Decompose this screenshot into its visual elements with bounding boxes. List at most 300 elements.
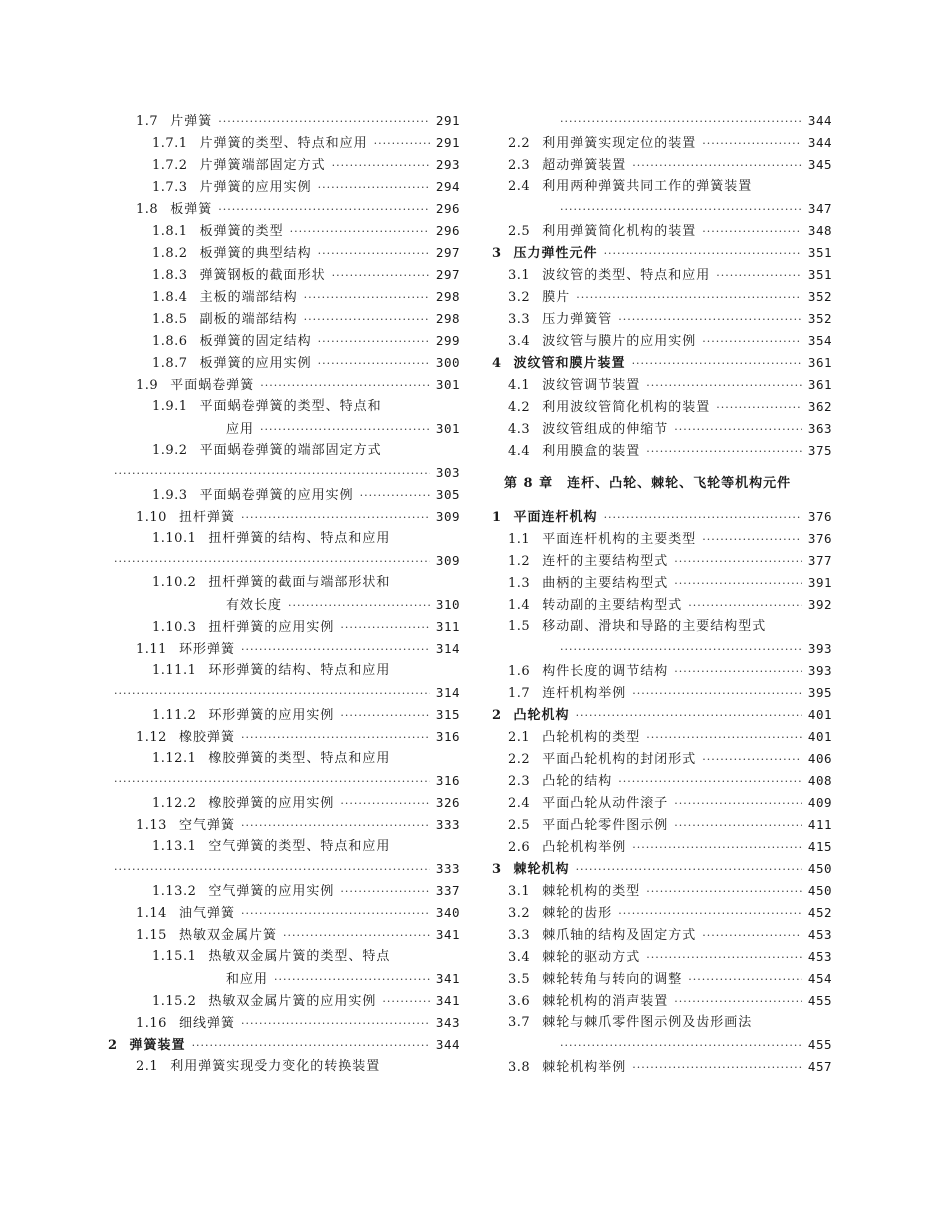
toc-entry[interactable] bbox=[492, 682, 832, 704]
section-title: 主板的端部结构 bbox=[199, 290, 298, 305]
leader-dots bbox=[114, 551, 430, 573]
section-number: 1.8.6 bbox=[152, 334, 188, 349]
page-number: 341 bbox=[435, 927, 460, 942]
section-title: 板弹簧的典型结构 bbox=[199, 246, 312, 261]
toc-entry[interactable] bbox=[108, 418, 460, 440]
section-title: 橡胶弹簧的应用实例 bbox=[208, 796, 335, 811]
toc-entry[interactable] bbox=[492, 352, 832, 374]
section-title: 平面凸轮零件图示例 bbox=[542, 818, 669, 833]
leader-dots bbox=[114, 463, 430, 485]
toc-entry[interactable] bbox=[108, 770, 460, 792]
toc-entry[interactable] bbox=[492, 1012, 832, 1034]
leader-dots bbox=[632, 837, 802, 859]
toc-entry[interactable] bbox=[492, 572, 832, 594]
section-number: 1.8.7 bbox=[152, 356, 188, 371]
toc-entry[interactable] bbox=[108, 836, 460, 858]
leader-dots bbox=[360, 485, 430, 507]
page-number: 348 bbox=[807, 223, 832, 238]
page-number: 341 bbox=[435, 993, 460, 1008]
page-number: 300 bbox=[435, 355, 460, 370]
toc-entry[interactable] bbox=[108, 990, 460, 1012]
toc-entry[interactable] bbox=[108, 154, 460, 176]
section-title: 板弹簧 bbox=[170, 202, 213, 217]
toc-entry[interactable] bbox=[492, 1056, 832, 1078]
toc-entry[interactable] bbox=[492, 440, 832, 462]
section-number: 1.12.2 bbox=[152, 796, 197, 811]
section-title: 利用弹簧实现定位的装置 bbox=[542, 136, 697, 151]
toc-entry[interactable] bbox=[108, 968, 460, 990]
toc-entry[interactable] bbox=[492, 792, 832, 814]
section-title: 扭杆弹簧 bbox=[178, 510, 235, 525]
section-title: 压力弹性元件 bbox=[513, 246, 598, 261]
toc-entry[interactable] bbox=[108, 748, 460, 770]
page-number: 305 bbox=[435, 487, 460, 502]
section-title: 板弹簧的类型 bbox=[199, 224, 284, 239]
section-number: 3 bbox=[492, 862, 502, 877]
section-number: 1.11.2 bbox=[152, 708, 197, 723]
section-title: 橡胶弹簧的类型、特点和应用 bbox=[208, 751, 391, 766]
toc-entry[interactable] bbox=[492, 286, 832, 308]
toc-entry[interactable] bbox=[108, 198, 460, 220]
leader-dots bbox=[241, 815, 430, 837]
toc-entry[interactable] bbox=[108, 858, 460, 880]
toc-right-column bbox=[492, 110, 832, 1078]
leader-dots bbox=[674, 793, 802, 815]
section-number: 3.6 bbox=[508, 994, 531, 1009]
leader-dots bbox=[192, 1035, 430, 1057]
section-number: 1.7 bbox=[508, 686, 531, 701]
leader-dots bbox=[560, 1035, 802, 1057]
toc-left-column bbox=[108, 110, 460, 1078]
section-title: 波纹管的类型、特点和应用 bbox=[542, 268, 711, 283]
toc-entry[interactable] bbox=[492, 858, 832, 880]
leader-dots bbox=[702, 749, 802, 771]
section-title: 棘轮与棘爪零件图示例及齿形画法 bbox=[542, 1015, 753, 1030]
toc-entry[interactable] bbox=[492, 506, 832, 528]
leader-dots bbox=[716, 265, 802, 287]
page-number: 343 bbox=[435, 1015, 460, 1030]
toc-entry[interactable] bbox=[492, 110, 832, 132]
section-title: 平面蜗卷弹簧 bbox=[170, 378, 255, 393]
leader-dots bbox=[560, 199, 802, 221]
section-number: 3.7 bbox=[508, 1015, 531, 1030]
toc-entry[interactable] bbox=[108, 726, 460, 748]
leader-dots bbox=[632, 1057, 802, 1079]
section-title: 压力弹簧管 bbox=[542, 312, 613, 327]
section-title: 应用 bbox=[226, 422, 255, 437]
section-number: 1.5 bbox=[508, 619, 531, 634]
section-title: 棘轮的驱动方式 bbox=[542, 950, 641, 965]
leader-dots bbox=[632, 155, 802, 177]
page-number: 298 bbox=[435, 311, 460, 326]
toc-entry[interactable] bbox=[492, 550, 832, 572]
section-number: 1.7.3 bbox=[152, 180, 188, 195]
toc-entry[interactable] bbox=[108, 440, 460, 462]
toc-entry[interactable] bbox=[108, 924, 460, 946]
toc-entry[interactable] bbox=[108, 1056, 460, 1078]
section-number: 1.7.2 bbox=[152, 158, 188, 173]
section-title: 超动弹簧装置 bbox=[542, 158, 627, 173]
leader-dots bbox=[576, 287, 802, 309]
toc-entry[interactable] bbox=[492, 704, 832, 726]
page-number: 309 bbox=[435, 509, 460, 524]
toc-entry[interactable] bbox=[492, 726, 832, 748]
page-number: 315 bbox=[435, 707, 460, 722]
toc-entry[interactable] bbox=[492, 660, 832, 682]
toc-entry[interactable] bbox=[108, 946, 460, 968]
section-title: 细线弹簧 bbox=[178, 1016, 235, 1031]
page-number: 376 bbox=[807, 509, 832, 524]
section-number: 1.15 bbox=[136, 928, 167, 943]
page-number: 455 bbox=[807, 993, 832, 1008]
leader-dots bbox=[604, 243, 802, 265]
page-number: 393 bbox=[807, 663, 832, 678]
page-number: 408 bbox=[807, 773, 832, 788]
section-number: 3.5 bbox=[508, 972, 531, 987]
section-number: 1.9.2 bbox=[152, 443, 188, 458]
toc-entry[interactable] bbox=[108, 352, 460, 374]
toc-entry[interactable] bbox=[108, 594, 460, 616]
section-title: 空气弹簧 bbox=[178, 818, 235, 833]
section-title: 棘爪轴的结构及固定方式 bbox=[542, 928, 697, 943]
section-number: 2.4 bbox=[508, 179, 531, 194]
toc-entry[interactable] bbox=[108, 176, 460, 198]
section-title: 环形弹簧的结构、特点和应用 bbox=[208, 663, 391, 678]
toc-entry[interactable] bbox=[492, 242, 832, 264]
section-title: 棘轮机构的类型 bbox=[542, 884, 641, 899]
toc-entry[interactable] bbox=[492, 154, 832, 176]
toc-entry[interactable] bbox=[108, 374, 460, 396]
leader-dots bbox=[260, 419, 430, 441]
section-number: 3.4 bbox=[508, 950, 531, 965]
section-title: 凸轮的结构 bbox=[542, 774, 613, 789]
toc-entry[interactable] bbox=[108, 330, 460, 352]
page-number: 333 bbox=[435, 817, 460, 832]
page-number: 453 bbox=[807, 949, 832, 964]
page-number: 311 bbox=[435, 619, 460, 634]
section-title: 扭杆弹簧的应用实例 bbox=[208, 620, 335, 635]
section-number: 1.7 bbox=[136, 114, 159, 129]
section-number: 1.9.1 bbox=[152, 399, 188, 414]
section-number: 2.5 bbox=[508, 818, 531, 833]
section-number: 1.13 bbox=[136, 818, 167, 833]
toc-entry[interactable] bbox=[108, 660, 460, 682]
page-number: 340 bbox=[435, 905, 460, 920]
leader-dots bbox=[702, 529, 802, 551]
toc-entry[interactable] bbox=[108, 132, 460, 154]
toc-entry[interactable] bbox=[492, 1034, 832, 1056]
page-number: 391 bbox=[807, 575, 832, 590]
toc-entry[interactable] bbox=[492, 638, 832, 660]
section-number: 3.4 bbox=[508, 334, 531, 349]
section-number: 3.2 bbox=[508, 906, 531, 921]
page-number: 452 bbox=[807, 905, 832, 920]
page-number: 344 bbox=[435, 1037, 460, 1052]
section-title: 棘轮机构的消声装置 bbox=[542, 994, 669, 1009]
leader-dots bbox=[604, 507, 802, 529]
leader-dots bbox=[318, 243, 430, 265]
section-number: 1.4 bbox=[508, 598, 531, 613]
section-number: 3 bbox=[492, 246, 502, 261]
section-title: 弹簧钢板的截面形状 bbox=[199, 268, 326, 283]
toc-entry[interactable] bbox=[492, 770, 832, 792]
section-number: 1 bbox=[492, 510, 502, 525]
section-title: 凸轮机构的类型 bbox=[542, 730, 641, 745]
page-number: 296 bbox=[435, 201, 460, 216]
leader-dots bbox=[576, 859, 802, 881]
section-number: 2 bbox=[108, 1038, 118, 1053]
section-number: 1.11.1 bbox=[152, 663, 197, 678]
page-number: 401 bbox=[807, 729, 832, 744]
toc-entry[interactable] bbox=[492, 616, 832, 638]
section-title: 连杆的主要结构型式 bbox=[542, 554, 669, 569]
leader-dots bbox=[716, 397, 802, 419]
toc-entry[interactable] bbox=[108, 506, 460, 528]
section-number: 1.7.1 bbox=[152, 136, 188, 151]
toc-entry[interactable] bbox=[108, 220, 460, 242]
leader-dots bbox=[674, 551, 802, 573]
section-number: 1.10.1 bbox=[152, 531, 197, 546]
section-number: 2.2 bbox=[508, 752, 531, 767]
page-number: 453 bbox=[807, 927, 832, 942]
section-title: 凸轮机构举例 bbox=[542, 840, 627, 855]
page-number: 344 bbox=[807, 113, 832, 128]
page-number: 406 bbox=[807, 751, 832, 766]
section-title: 棘轮机构 bbox=[513, 862, 570, 877]
section-title: 膜片 bbox=[542, 290, 571, 305]
page-number: 352 bbox=[807, 289, 832, 304]
leader-dots bbox=[674, 991, 802, 1013]
section-number: 3.3 bbox=[508, 312, 531, 327]
section-title: 利用两种弹簧共同工作的弹簧装置 bbox=[542, 179, 753, 194]
leader-dots bbox=[688, 595, 802, 617]
toc-entry[interactable] bbox=[108, 616, 460, 638]
section-title: 片弹簧的应用实例 bbox=[199, 180, 312, 195]
section-number: 2.4 bbox=[508, 796, 531, 811]
page-number: 454 bbox=[807, 971, 832, 986]
leader-dots bbox=[332, 265, 430, 287]
toc-entry[interactable] bbox=[108, 550, 460, 572]
toc-entry[interactable] bbox=[108, 396, 460, 418]
page-number: 362 bbox=[807, 399, 832, 414]
leader-dots bbox=[674, 573, 802, 595]
leader-dots bbox=[702, 925, 802, 947]
section-title: 利用膜盒的装置 bbox=[542, 444, 641, 459]
section-title: 曲柄的主要结构型式 bbox=[542, 576, 669, 591]
section-title: 构件长度的调节结构 bbox=[542, 664, 669, 679]
section-title: 棘轮的齿形 bbox=[542, 906, 613, 921]
toc-entry[interactable] bbox=[492, 814, 832, 836]
toc-entry[interactable] bbox=[492, 308, 832, 330]
toc-entry[interactable] bbox=[492, 924, 832, 946]
leader-dots bbox=[304, 287, 430, 309]
page-number: 341 bbox=[435, 971, 460, 986]
section-number: 2 bbox=[492, 708, 502, 723]
toc-entry[interactable] bbox=[492, 880, 832, 902]
page-number: 347 bbox=[807, 201, 832, 216]
section-number: 4.4 bbox=[508, 444, 531, 459]
leader-dots bbox=[646, 727, 802, 749]
toc-entry[interactable] bbox=[492, 220, 832, 242]
section-number: 4 bbox=[492, 356, 502, 371]
page-number: 310 bbox=[435, 597, 460, 612]
section-number: 1.10.2 bbox=[152, 575, 197, 590]
leader-dots bbox=[218, 199, 430, 221]
section-title: 棘轮机构举例 bbox=[542, 1060, 627, 1075]
page-number: 316 bbox=[435, 773, 460, 788]
toc-entry[interactable] bbox=[492, 374, 832, 396]
leader-dots bbox=[241, 507, 430, 529]
section-number: 1.8.4 bbox=[152, 290, 188, 305]
leader-dots bbox=[576, 705, 802, 727]
toc-entry[interactable] bbox=[492, 198, 832, 220]
leader-dots bbox=[560, 639, 802, 661]
section-number: 1.2 bbox=[508, 554, 531, 569]
toc-entry[interactable] bbox=[492, 528, 832, 550]
leader-dots bbox=[340, 705, 430, 727]
section-number: 4.1 bbox=[508, 378, 531, 393]
page-number: 314 bbox=[435, 641, 460, 656]
page-number: 299 bbox=[435, 333, 460, 348]
toc-entry[interactable] bbox=[108, 528, 460, 550]
section-number: 1.13.2 bbox=[152, 884, 197, 899]
leader-dots bbox=[114, 859, 430, 881]
leader-dots bbox=[702, 133, 802, 155]
section-title: 空气弹簧的应用实例 bbox=[208, 884, 335, 899]
page-number: 294 bbox=[435, 179, 460, 194]
section-number: 2.3 bbox=[508, 774, 531, 789]
section-title: 弹簧装置 bbox=[129, 1038, 186, 1053]
toc-entry[interactable] bbox=[108, 286, 460, 308]
page-number: 296 bbox=[435, 223, 460, 238]
section-title: 平面连杆机构 bbox=[513, 510, 598, 525]
section-number: 2.6 bbox=[508, 840, 531, 855]
section-number: 2.1 bbox=[136, 1059, 159, 1074]
toc-entry[interactable] bbox=[108, 880, 460, 902]
toc-entry[interactable] bbox=[108, 264, 460, 286]
toc-entry[interactable] bbox=[492, 594, 832, 616]
section-number: 1.14 bbox=[136, 906, 167, 921]
section-number: 1.9 bbox=[136, 378, 159, 393]
toc-entry[interactable] bbox=[492, 132, 832, 154]
toc-entry[interactable] bbox=[108, 572, 460, 594]
toc-entry[interactable] bbox=[492, 968, 832, 990]
leader-dots bbox=[646, 375, 802, 397]
leader-dots bbox=[290, 221, 430, 243]
page-number: 314 bbox=[435, 685, 460, 700]
leader-dots bbox=[374, 133, 430, 155]
toc-entry[interactable] bbox=[108, 1034, 460, 1056]
toc-entry[interactable] bbox=[108, 902, 460, 924]
section-title: 波纹管调节装置 bbox=[542, 378, 641, 393]
section-number: 3.1 bbox=[508, 268, 531, 283]
toc-entry[interactable] bbox=[108, 704, 460, 726]
toc-entry[interactable] bbox=[492, 396, 832, 418]
section-title: 板弹簧的固定结构 bbox=[199, 334, 312, 349]
toc-entry[interactable] bbox=[108, 682, 460, 704]
section-number: 1.11 bbox=[136, 642, 167, 657]
toc-entry[interactable] bbox=[108, 638, 460, 660]
leader-dots bbox=[618, 903, 802, 925]
section-title: 热敏双金属片簧 bbox=[178, 928, 277, 943]
chapter-heading: 第 8 章 连杆、凸轮、棘轮、飞轮等机构元件 bbox=[504, 476, 792, 491]
section-number: 1.8.1 bbox=[152, 224, 188, 239]
toc-entry[interactable] bbox=[108, 242, 460, 264]
page-number: 395 bbox=[807, 685, 832, 700]
page-number: 409 bbox=[807, 795, 832, 810]
toc-entry[interactable] bbox=[108, 110, 460, 132]
section-number: 2.2 bbox=[508, 136, 531, 151]
toc-entry[interactable] bbox=[108, 792, 460, 814]
leader-dots bbox=[560, 111, 802, 133]
leader-dots bbox=[283, 925, 430, 947]
page-number: 301 bbox=[435, 377, 460, 392]
section-number: 4.3 bbox=[508, 422, 531, 437]
toc-entry[interactable] bbox=[492, 176, 832, 198]
page-number: 297 bbox=[435, 267, 460, 282]
section-title: 利用弹簧实现受力变化的转换装置 bbox=[170, 1059, 381, 1074]
page-number: 375 bbox=[807, 443, 832, 458]
leader-dots bbox=[318, 177, 430, 199]
section-title: 空气弹簧的类型、特点和应用 bbox=[208, 839, 391, 854]
section-title: 和应用 bbox=[226, 972, 269, 987]
leader-dots bbox=[646, 441, 802, 463]
page-number: 354 bbox=[807, 333, 832, 348]
toc-entry[interactable] bbox=[492, 990, 832, 1012]
page-number: 401 bbox=[807, 707, 832, 722]
toc-entry[interactable] bbox=[108, 1012, 460, 1034]
section-number: 1.15.2 bbox=[152, 994, 197, 1009]
toc-entry[interactable] bbox=[108, 814, 460, 836]
page-number: 393 bbox=[807, 641, 832, 656]
page-number: 351 bbox=[807, 267, 832, 282]
section-title: 热敏双金属片簧的类型、特点 bbox=[208, 949, 391, 964]
section-number: 1.1 bbox=[508, 532, 531, 547]
toc-entry[interactable] bbox=[492, 418, 832, 440]
section-title: 有效长度 bbox=[226, 598, 283, 613]
section-number: 1.6 bbox=[508, 664, 531, 679]
toc-entry[interactable] bbox=[492, 264, 832, 286]
toc-entry[interactable] bbox=[108, 484, 460, 506]
section-title: 油气弹簧 bbox=[178, 906, 235, 921]
page-number: 377 bbox=[807, 553, 832, 568]
toc-entry[interactable] bbox=[492, 836, 832, 858]
toc-entry[interactable] bbox=[108, 308, 460, 330]
leader-dots bbox=[318, 331, 430, 353]
toc-entry[interactable] bbox=[492, 330, 832, 352]
toc-entry[interactable] bbox=[492, 748, 832, 770]
toc-entry[interactable] bbox=[108, 462, 460, 484]
toc-entry[interactable] bbox=[492, 902, 832, 924]
leader-dots bbox=[260, 375, 430, 397]
leader-dots bbox=[340, 617, 430, 639]
page-number: 326 bbox=[435, 795, 460, 810]
page-number: 411 bbox=[807, 817, 832, 832]
toc-entry[interactable] bbox=[492, 946, 832, 968]
section-number: 2.1 bbox=[508, 730, 531, 745]
section-number: 3.2 bbox=[508, 290, 531, 305]
section-title: 片弹簧 bbox=[170, 114, 213, 129]
page-number: 351 bbox=[807, 245, 832, 260]
section-title: 环形弹簧 bbox=[178, 642, 235, 657]
leader-dots bbox=[632, 683, 802, 705]
page-number: 450 bbox=[807, 883, 832, 898]
leader-dots bbox=[618, 771, 802, 793]
page-number: 344 bbox=[807, 135, 832, 150]
section-title: 片弹簧端部固定方式 bbox=[199, 158, 326, 173]
section-title: 平面蜗卷弹簧的类型、特点和 bbox=[199, 399, 382, 414]
section-title: 平面蜗卷弹簧的应用实例 bbox=[199, 488, 354, 503]
